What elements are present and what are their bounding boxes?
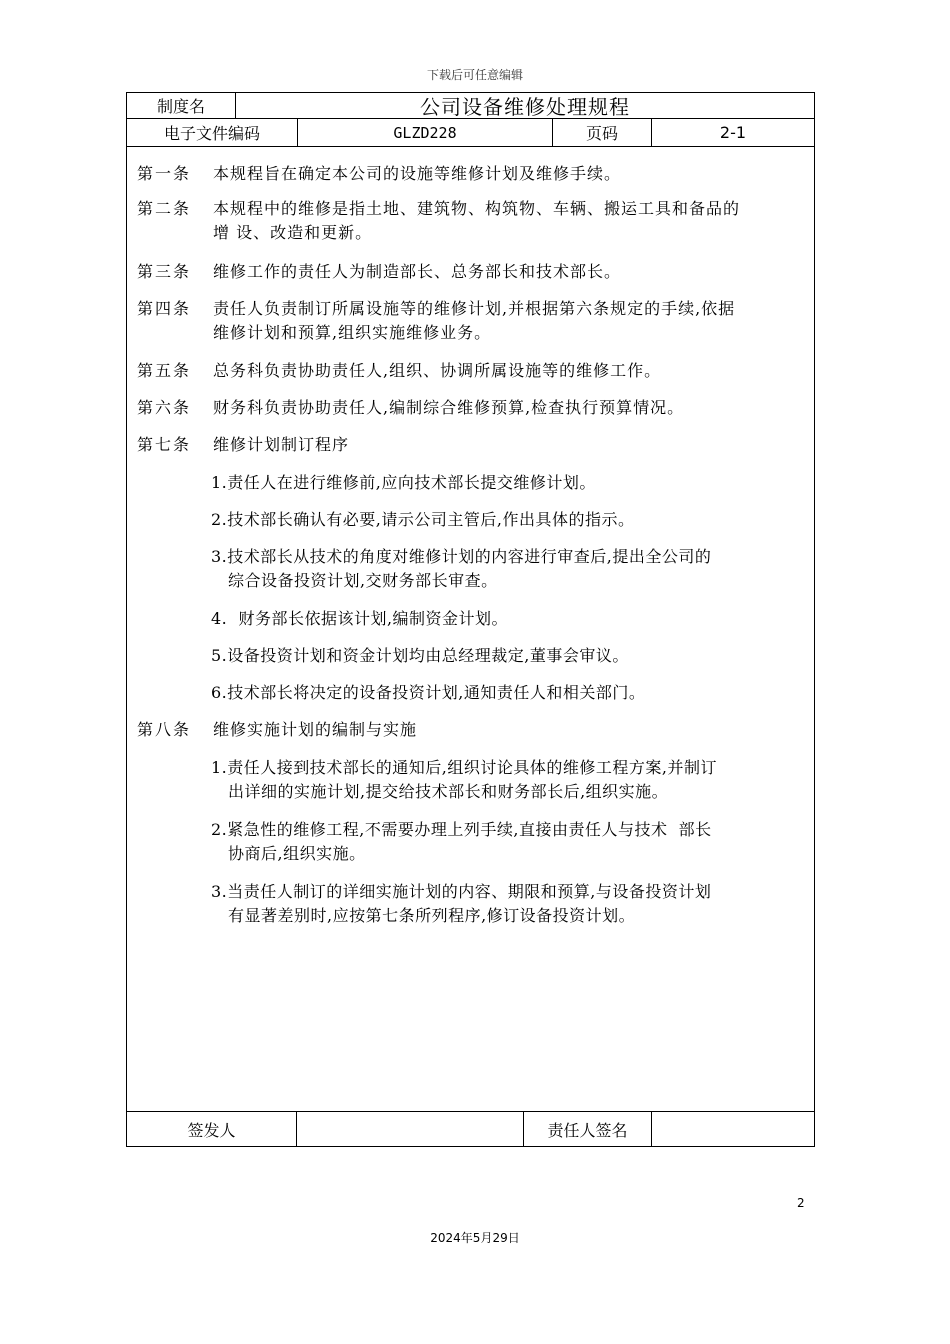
item-text: 4. 财务部长依据该计划,编制资金计划。 [211,609,509,628]
responsible-signature-label: 责任人签名 [524,1112,652,1146]
page-number: 2 [797,1196,805,1210]
article-text: 本规程中的维修是指土地、建筑物、构筑物、车辆、搬运工具和备品的 [213,199,741,218]
item-text: 1.责任人在进行维修前,应向技术部长提交维修计划。 [211,473,596,492]
item-text: 3.当责任人制订的详细实施计划的内容、期限和预算,与设备投资计划 [211,882,712,901]
item-text: 3.技术部长从技术的角度对维修计划的内容进行审查后,提出全公司的 [211,547,712,566]
issuer-field[interactable] [297,1112,524,1146]
article-text: 总务科负责协助责任人,组织、协调所属设施等的维修工作。 [213,361,662,380]
name-label: 制度名 [127,93,236,118]
article-label: 第五条 [137,361,192,380]
regulation-form [126,92,815,1147]
title-row [127,93,814,119]
article-text: 责任人负责制订所属设施等的维修计划,并根据第六条规定的手续,依据 [213,299,736,318]
item-text: 1.责任人接到技术部长的通知后,组织讨论具体的维修工程方案,并制订 [211,758,717,777]
article-7-item-5 [211,644,811,668]
article-label: 第三条 [137,262,192,281]
code-row [127,119,814,147]
responsible-signature-field[interactable] [652,1112,814,1146]
item-text: 5.设备投资计划和资金计划均由总经理裁定,董事会审议。 [211,646,629,665]
article-label: 第二条 [137,199,192,218]
article-label: 第六条 [137,398,192,417]
article-7-item-4 [211,607,811,631]
code-value: GLZD228 [298,119,553,146]
item-text: 6.技术部长将决定的设备投资计划,通知责任人和相关部门。 [211,683,646,702]
article-text: 维修工作的责任人为制造部长、总务部长和技术部长。 [213,262,622,281]
article-label: 第七条 [137,435,192,454]
code-label: 电子文件编码 [127,119,298,146]
article-text: 增 设、改造和更新。 [213,223,373,242]
article-text: 维修计划制订程序 [213,435,350,454]
item-text: 2.技术部长确认有必要,请示公司主管后,作出具体的指示。 [211,510,635,529]
article-text: 维修计划和预算,组织实施维修业务。 [213,323,492,342]
footer-date: 2024年5月29日 [430,1231,520,1245]
article-text: 财务科负责协助责任人,编制综合维修预算,检查执行预算情况。 [213,398,685,417]
article-7-item-2 [211,508,811,532]
article-8-item-2 [211,818,811,866]
article-label: 第一条 [137,164,192,183]
article-7-item-1 [211,471,811,495]
item-text: 协商后,组织实施。 [228,844,366,863]
item-text: 2.紧急性的维修工程,不需要办理上列手续,直接由责任人与技术 部长 [211,820,712,839]
regulation-body [127,147,814,1112]
article-text: 维修实施计划的编制与实施 [213,720,418,739]
item-text: 出详细的实施计划,提交给技术部长和财务部长后,组织实施。 [228,782,669,801]
article-7-item-3 [211,545,811,593]
document-title: 公司设备维修处理规程 [420,95,630,119]
item-text: 综合设备投资计划,交财务部长审查。 [228,571,498,590]
article-text: 本规程旨在确定本公司的设施等维修计划及维修手续。 [213,164,622,183]
article-label: 第四条 [137,299,192,318]
article-label: 第八条 [137,720,192,739]
item-text: 有显著差别时,应按第七条所列程序,修订设备投资计划。 [228,906,636,925]
header-note: 下载后可任意编辑 [426,68,523,82]
article-8-item-3 [211,880,811,928]
article-7-item-6 [211,681,811,705]
issuer-label: 签发人 [127,1112,297,1146]
page-label: 页码 [553,119,652,146]
page-value: 2-1 [719,123,747,142]
signature-row [127,1112,814,1146]
article-8-item-1 [211,756,811,804]
